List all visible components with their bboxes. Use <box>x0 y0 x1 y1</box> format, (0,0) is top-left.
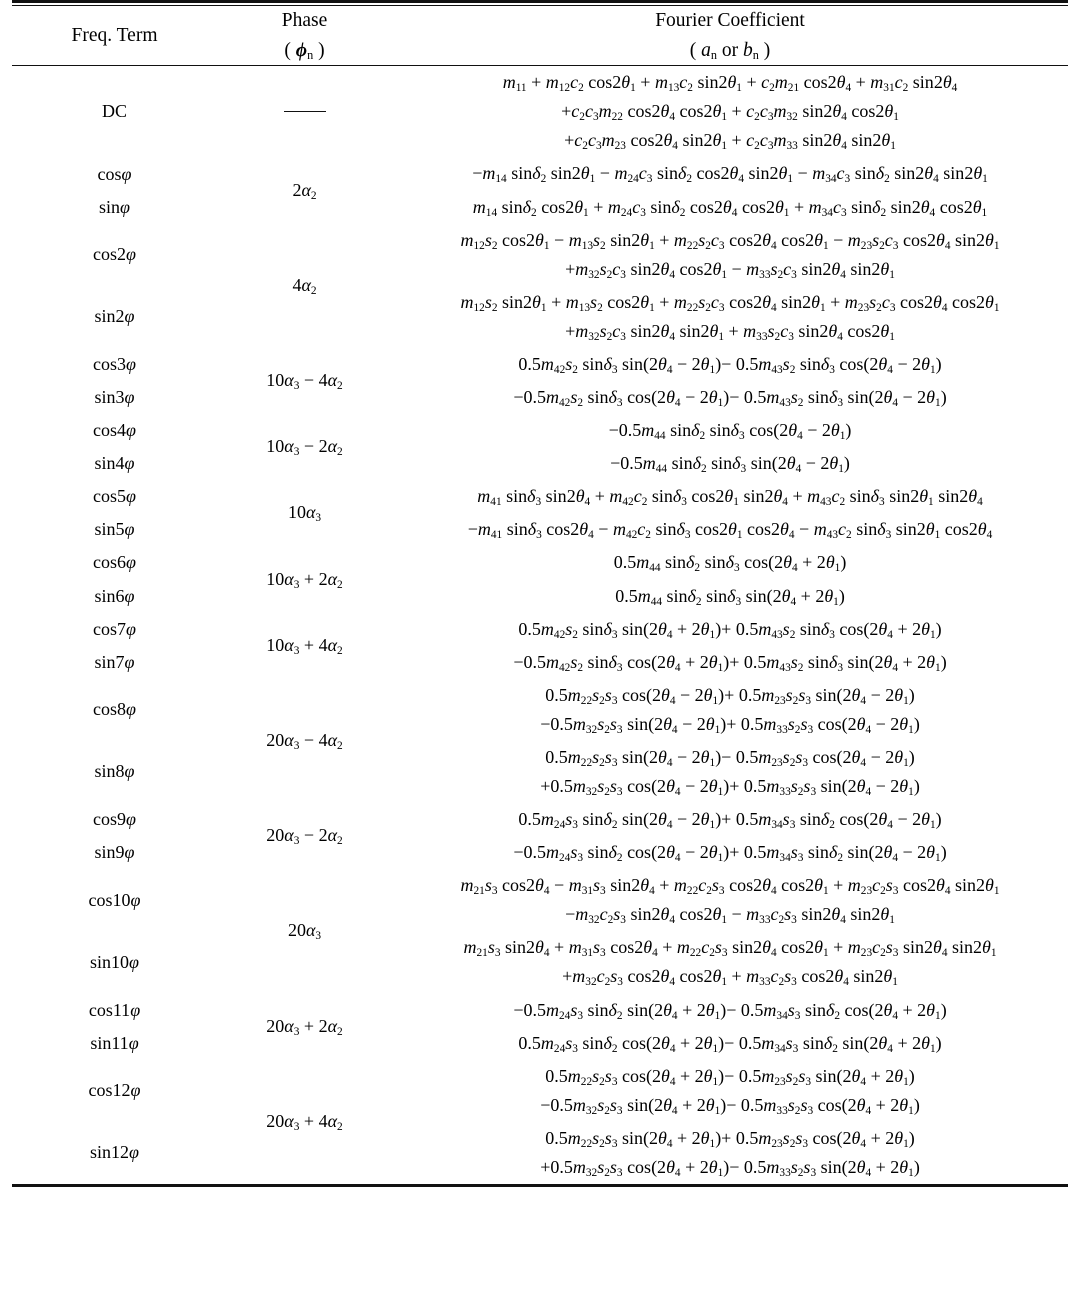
coefficient-line-3: $+c_2c_3m_{23}$ $\cos 2\theta_4$ $\sin 2\theta_1 + c_2c_3m_{33}$ $\sin 2\theta_4$ $\sin 2\theta_1$ <box>564 130 896 153</box>
coefficient-line-1: $-0.5m_{24}s_3$ sinδ$_2$ $\cos(2\theta_4 - 2\theta_1)+ 0.5m_{34}s_3$ sinδ$_2$ $\sin(2\theta_4 - 2\theta_1)$ <box>513 842 947 865</box>
coefficient-expression <box>392 580 1068 613</box>
freq-term-cell-sin8: sin8φ <box>94 761 135 782</box>
bottom-rule <box>12 1185 1068 1187</box>
freq-term-cell-sin12: sin12φ <box>90 1142 139 1163</box>
coefficient-line-2: $+m_{32}s_2c_3$ $\sin 2\theta_4$ $\cos 2\theta_1 - m_{33}s_2c_3$ $\sin 2\theta_4$ $\sin 2\theta_1$ <box>565 258 895 281</box>
phase-cell-10: $20\alpha_3$ <box>287 920 322 943</box>
coefficient-line-1: $-0.5m_{42}s_2$ sinδ$_3$ $\cos(2\theta_4 + 2\theta_1)+ 0.5m_{43}s_2$ sinδ$_3$ $\sin(2\theta_4 + 2\theta_1)$ <box>513 651 947 674</box>
table-row <box>12 613 1068 646</box>
phase-cell-7: $10\alpha_3 + 4\alpha_2$ <box>266 634 343 657</box>
coefficient-line-1: $m_{11} + m_{12}c_2$ $\cos 2\theta_1 + m_{13}c_2$ $\sin 2\theta_1 + c_2m_{21}$ $\cos 2\theta_4 + m_{31}c_2$ $\sin 2\theta_4$ <box>502 72 958 95</box>
phase-cell-0 <box>217 66 392 157</box>
table-header <box>12 2 1068 67</box>
table-row <box>12 994 1068 1027</box>
coefficient-line-1: $m_{14}$ sinδ$_2$ $\cos 2\theta_1 + m_{24}c_3$ sinδ$_2$ $\cos 2\theta_4$ $\cos 2\theta_1 + m_{34}c_3$ sinδ$_2$ $\sin 2\theta_4$ $\cos 2\theta_1$ <box>472 196 988 219</box>
phase-cell-1: $2\alpha_2$ <box>292 179 317 202</box>
freq-term-cell-cos5: cos5φ <box>93 486 136 507</box>
table-row <box>12 66 1068 157</box>
phase-cell-6: $10\alpha_3 + 2\alpha_2$ <box>266 568 343 591</box>
coefficient-expression <box>392 803 1068 836</box>
table-row <box>12 931 1068 993</box>
table-row <box>12 348 1068 381</box>
coefficient-cell-sin6 <box>392 580 1068 613</box>
freq-term-cell-sin11: sin11φ <box>90 1032 139 1053</box>
phase-cell-11: $20\alpha_3 + 2\alpha_2$ <box>266 1015 343 1038</box>
table-row <box>12 224 1068 286</box>
coefficient-expression <box>392 931 1068 993</box>
coefficient-line-1: $-0.5m_{44}$ sinδ$_2$ sinδ$_3$ $\sin(2\theta_4 - 2\theta_1)$ <box>610 453 850 476</box>
header-freq-term-label <box>71 19 157 54</box>
coefficient-line-1: $-m_{14}$ sinδ$_2$ $\sin 2\theta_1 - m_{24}c_3$ sinδ$_2$ $\cos 2\theta_4$ $\sin 2\theta_1 - m_{34}c_3$ sinδ$_2$ $\sin 2\theta_4$ $\sin 2\theta_1$ <box>472 163 988 186</box>
coefficient-line-1: $0.5m_{42}s_2$ sinδ$_3$ $\sin(2\theta_4 + 2\theta_1)+ 0.5m_{43}s_2$ sinδ$_3$ $\cos(2\theta_4 + 2\theta_1)$ <box>518 618 942 641</box>
coefficient-expression <box>392 381 1068 414</box>
phase-cell-9: $20\alpha_3 - 2\alpha_2$ <box>266 825 343 848</box>
coefficient-line-1: $0.5m_{24}s_3$ sinδ$_2$ $\sin(2\theta_4 - 2\theta_1)+ 0.5m_{34}s_3$ sinδ$_2$ $\cos(2\theta_4 - 2\theta_1)$ <box>518 809 942 831</box>
coefficient-expression <box>392 646 1068 679</box>
freq-term-cell-cos2: cos2φ <box>93 244 136 265</box>
freq-term-cell-cos12: cos12φ <box>88 1080 141 1101</box>
coefficient-expression <box>392 1027 1068 1060</box>
header-phase-stack <box>282 4 328 69</box>
freq-term-cell-dc: DC <box>101 101 127 122</box>
coefficient-line-2: $+c_2c_3m_{22}$ $\cos 2\theta_4$ $\cos 2\theta_1 + c_2c_3m_{32}$ $\sin 2\theta_4$ $\cos 2\theta_1$ <box>561 101 899 124</box>
freq-term-cell-sin7: sin7φ <box>94 651 135 672</box>
table-row <box>12 546 1068 579</box>
coefficient-expression <box>392 679 1068 741</box>
freq-term-cell-cos9: cos9φ <box>93 809 136 830</box>
coefficient-expression <box>392 286 1068 348</box>
coefficient-line-1: $0.5m_{22}s_2s_3$ $\sin(2\theta_4 - 2\theta_1)- 0.5m_{23}s_2s_3$ $\cos(2\theta_4 - 2\theta_1)$ <box>545 746 915 769</box>
freq-term-cell-cos3: cos3φ <box>93 353 136 374</box>
coefficient-expression <box>392 191 1068 224</box>
table-row <box>12 414 1068 447</box>
coefficient-cell-sin5 <box>392 513 1068 546</box>
coefficient-expression <box>392 513 1068 546</box>
coefficient-expression <box>392 224 1068 286</box>
coefficient-line-1: −0.5m24s3 sinδ2 sin(2θ4 + 2θ1)− 0.5m34s3 sinδ2 cos(2θ4 + 2θ1) <box>513 999 947 1022</box>
coefficient-cell-cos6 <box>392 546 1068 579</box>
table-row <box>12 869 1068 931</box>
freq-term-cell-cos4: cos4φ <box>93 420 136 441</box>
coefficient-cell-cos8 <box>392 679 1068 741</box>
coefficient-expression <box>392 994 1068 1027</box>
coefficient-expression <box>392 546 1068 579</box>
table-footer <box>12 1185 1068 1187</box>
table-row <box>12 447 1068 480</box>
table-row <box>12 836 1068 869</box>
coefficient-expression <box>392 157 1068 190</box>
coefficient-line-1: $0.5m_{44}$ sinδ$_2$ sinδ$_3$ $\cos(2\theta_4 + 2\theta_1)$ <box>613 552 847 575</box>
coefficient-cell-cos1 <box>392 157 1068 190</box>
coefficient-line-2: $-m_{32}c_2s_3$ $\sin 2\theta_4$ $\cos 2\theta_1 - m_{33}c_2s_3$ $\sin 2\theta_4$ $\sin 2\theta_1$ <box>565 904 895 927</box>
coefficient-line-1: $-0.5m_{42}s_2$ sinδ$_3$ $\cos(2\theta_4 - 2\theta_1)- 0.5m_{43}s_2$ sinδ$_3$ $\sin(2\theta_4 - 2\theta_1)$ <box>513 387 947 409</box>
coefficient-line-1: $m_{21}s_3$ $\cos 2\theta_4 - m_{31}s_3$ $\sin 2\theta_4 + m_{22}c_2s_3$ $\cos 2\theta_4$ $\cos 2\theta_1 + m_{23}c_2s_3$ $\cos 2\theta_4$ $\sin 2\theta_1$ <box>460 875 1000 898</box>
phase-cell-4: $10\alpha_3 - 2\alpha_2$ <box>266 436 343 459</box>
phase-cell-5: $10\alpha_3$ <box>287 502 322 525</box>
coefficient-line-1: 0.5m22s2s3 sin(2θ4 + 2θ1)+ 0.5m23s2s3 cos(2θ4 + 2θ1) <box>545 1127 915 1150</box>
coefficient-expression <box>392 480 1068 513</box>
coefficient-cell-cos10 <box>392 869 1068 931</box>
phase-cell-8: $20\alpha_3 - 4\alpha_2$ <box>266 729 343 752</box>
phase-cell-3: $10\alpha_3 - 4\alpha_2$ <box>266 370 343 392</box>
coefficient-cell-cos7 <box>392 613 1068 646</box>
coefficient-cell-sin7 <box>392 646 1068 679</box>
header-freq-term <box>12 6 217 66</box>
table-row <box>12 1122 1068 1186</box>
fourier-coefficient-table <box>12 0 1068 1187</box>
table-row <box>12 1060 1068 1122</box>
table-row <box>12 286 1068 348</box>
coefficient-line-1: 0.5m24s3 sinδ2 cos(2θ4 + 2θ1)− 0.5m34s3 sinδ2 sin(2θ4 + 2θ1) <box>518 1032 942 1055</box>
coefficient-cell-sin8 <box>392 741 1068 803</box>
coefficient-cell-cos2 <box>392 224 1068 286</box>
table-row <box>12 480 1068 513</box>
coefficient-line-2: $+0.5m_{32}s_2s_3$ $\cos(2\theta_4 - 2\theta_1)+ 0.5m_{33}s_2s_3$ $\sin(2\theta_4 - 2\theta_1)$ <box>540 775 920 798</box>
coefficient-cell-cos12 <box>392 1060 1068 1122</box>
coefficient-cell-cos9 <box>392 803 1068 836</box>
freq-term-cell-cos1: cosφ <box>97 163 132 184</box>
coefficient-expression <box>392 613 1068 646</box>
coefficient-line-1: $-0.5m_{44}$ sinδ$_2$ sinδ$_3$ $\cos(2\theta_4 - 2\theta_1)$ <box>608 420 852 443</box>
coefficient-cell-sin3 <box>392 381 1068 414</box>
coefficient-expression <box>392 1060 1068 1122</box>
freq-term-cell-cos6: cos6φ <box>93 552 136 573</box>
header-coef-title: Fourier Coefficient <box>655 10 805 31</box>
coefficient-cell-sin11 <box>392 1027 1068 1060</box>
table-row <box>12 741 1068 803</box>
coefficient-expression <box>392 1122 1068 1184</box>
freq-term-cell-sin6: sin6φ <box>94 585 135 606</box>
coefficient-expression <box>392 741 1068 803</box>
coefficient-cell-sin1 <box>392 191 1068 224</box>
header-coef-stack <box>655 4 805 69</box>
table-row <box>12 157 1068 190</box>
coefficient-expression <box>392 348 1068 381</box>
coefficient-line-2: $+m_{32}c_2s_3$ $\cos 2\theta_4$ $\cos 2\theta_1 + m_{33}c_2s_3$ $\cos 2\theta_4$ $\sin 2\theta_1$ <box>562 966 898 989</box>
table-body <box>12 66 1068 1185</box>
phase-cell-2: $4\alpha_2$ <box>292 274 317 297</box>
coefficient-line-2: $+m_{32}s_2c_3$ $\sin 2\theta_4$ $\sin 2\theta_1 + m_{33}s_2c_3$ $\sin 2\theta_4$ $\cos 2\theta_1$ <box>565 320 895 343</box>
freq-term-cell-sin4: sin4φ <box>94 453 135 474</box>
freq-term-cell-cos7: cos7φ <box>93 618 136 639</box>
coefficient-line-1: $-m_{41}$ sinδ$_3$ $\cos 2\theta_4 - m_{42}c_2$ sinδ$_3$ $\cos 2\theta_1$ $\cos 2\theta_4 - m_{43}c_2$ sinδ$_3$ $\sin 2\theta_1$ $\cos 2\theta_4$ <box>467 519 993 542</box>
table-row <box>12 646 1068 679</box>
coefficient-line-1: $0.5m_{22}s_2s_3$ $\cos(2\theta_4 - 2\theta_1)+ 0.5m_{23}s_2s_3$ $\sin(2\theta_4 - 2\theta_1)$ <box>545 684 915 707</box>
coefficient-expression <box>392 447 1068 480</box>
coefficient-cell-dc <box>392 66 1068 157</box>
coefficient-expression <box>392 869 1068 931</box>
coefficient-cell-sin12 <box>392 1122 1068 1186</box>
coefficient-line-1: $m_{41}$ sinδ$_3$ $\sin 2\theta_4 + m_{42}c_2$ sinδ$_3$ $\cos 2\theta_1$ $\sin 2\theta_4 + m_{43}c_2$ sinδ$_3$ $\sin 2\theta_1$ $\sin 2\theta_4$ <box>477 486 983 509</box>
coefficient-expression <box>392 836 1068 869</box>
coefficient-cell-sin4 <box>392 447 1068 480</box>
coefficient-cell-cos11 <box>392 994 1068 1027</box>
coefficient-cell-sin2 <box>392 286 1068 348</box>
coefficient-expression <box>392 66 1068 157</box>
coefficient-line-2: −0.5m32s2s3 sin(2θ4 + 2θ1)− 0.5m33s2s3 cos(2θ4 + 2θ1) <box>540 1094 920 1117</box>
header-fourier-coefficient <box>392 6 1068 66</box>
coefficient-line-1: $0.5m_{44}$ sinδ$_2$ sinδ$_3$ $\sin(2\theta_4 + 2\theta_1)$ <box>615 585 845 608</box>
coefficient-line-2: +0.5m32s2s3 cos(2θ4 + 2θ1)− 0.5m33s2s3 sin(2θ4 + 2θ1) <box>540 1156 920 1179</box>
table-row <box>12 1027 1068 1060</box>
coefficient-line-1: 0.5m22s2s3 cos(2θ4 + 2θ1)− 0.5m23s2s3 sin(2θ4 + 2θ1) <box>545 1065 915 1088</box>
header-row <box>12 6 1068 66</box>
header-phase-title: Phase <box>281 10 328 31</box>
freq-term-cell-sin3: sin3φ <box>94 387 135 408</box>
coefficient-line-1: $m_{12}s_2$ $\sin 2\theta_1 + m_{13}s_2$ $\cos 2\theta_1 + m_{22}s_2c_3$ $\cos 2\theta_4$ $\sin 2\theta_1 + m_{23}s_2c_3$ $\cos 2\theta_4$ $\cos 2\theta_1$ <box>460 291 1000 314</box>
coefficient-line-1: $0.5m_{42}s_2$ sinδ$_3$ $\sin(2\theta_4 - 2\theta_1)- 0.5m_{43}s_2$ sinδ$_3$ $\cos(2\theta_4 - 2\theta_1)$ <box>518 353 942 376</box>
freq-term-cell-cos8: cos8φ <box>93 699 136 720</box>
header-phase <box>217 6 392 66</box>
phase-dash-marker <box>284 111 326 112</box>
coefficient-expression <box>392 414 1068 447</box>
phase-cell-12: 20α3 + 4α2 <box>266 1110 343 1133</box>
table-row <box>12 191 1068 224</box>
freq-term-cell-sin1: sinφ <box>99 196 130 217</box>
freq-term-cell-sin10: sin10φ <box>90 951 139 972</box>
coefficient-cell-cos3 <box>392 348 1068 381</box>
table-row <box>12 803 1068 836</box>
freq-term-cell-sin5: sin5φ <box>94 519 135 540</box>
coefficient-cell-sin10 <box>392 931 1068 993</box>
freq-term-cell-cos11: cos11φ <box>88 999 141 1020</box>
header-freq-term-text: Freq. Term <box>71 24 158 46</box>
freq-term-cell-cos10: cos10φ <box>88 889 141 910</box>
coefficient-cell-cos5 <box>392 480 1068 513</box>
freq-term-cell-sin9: sin9φ <box>94 842 135 863</box>
coefficient-line-1: $m_{12}s_2$ $\cos 2\theta_1 - m_{13}s_2$ $\sin 2\theta_1 + m_{22}s_2c_3$ $\cos 2\theta_4$ $\cos 2\theta_1 - m_{23}s_2c_3$ $\cos 2\theta_4$ $\sin 2\theta_1$ <box>460 229 1000 252</box>
coefficient-line-1: $m_{21}s_3$ $\sin 2\theta_4 + m_{31}s_3$ $\cos 2\theta_4 + m_{22}c_2s_3$ $\sin 2\theta_4$ $\cos 2\theta_1 + m_{23}c_2s_3$ $\sin 2\theta_4$ $\sin 2\theta_1$ <box>463 937 997 960</box>
header-phase-symbol: ( $\phi_n$ ) <box>284 39 325 62</box>
header-coef-symbol: ( $a_n$ or $b_n$ ) <box>689 39 771 62</box>
table-row <box>12 513 1068 546</box>
coefficient-line-2: $-0.5m_{32}s_2s_3$ $\sin(2\theta_4 - 2\theta_1)+ 0.5m_{33}s_2s_3$ $\cos(2\theta_4 - 2\theta_1)$ <box>540 713 920 736</box>
coefficient-cell-cos4 <box>392 414 1068 447</box>
table-row <box>12 381 1068 414</box>
coefficient-cell-sin9 <box>392 836 1068 869</box>
freq-term-cell-sin2: sin2φ <box>94 306 135 327</box>
table-row <box>12 679 1068 741</box>
table-row <box>12 580 1068 613</box>
